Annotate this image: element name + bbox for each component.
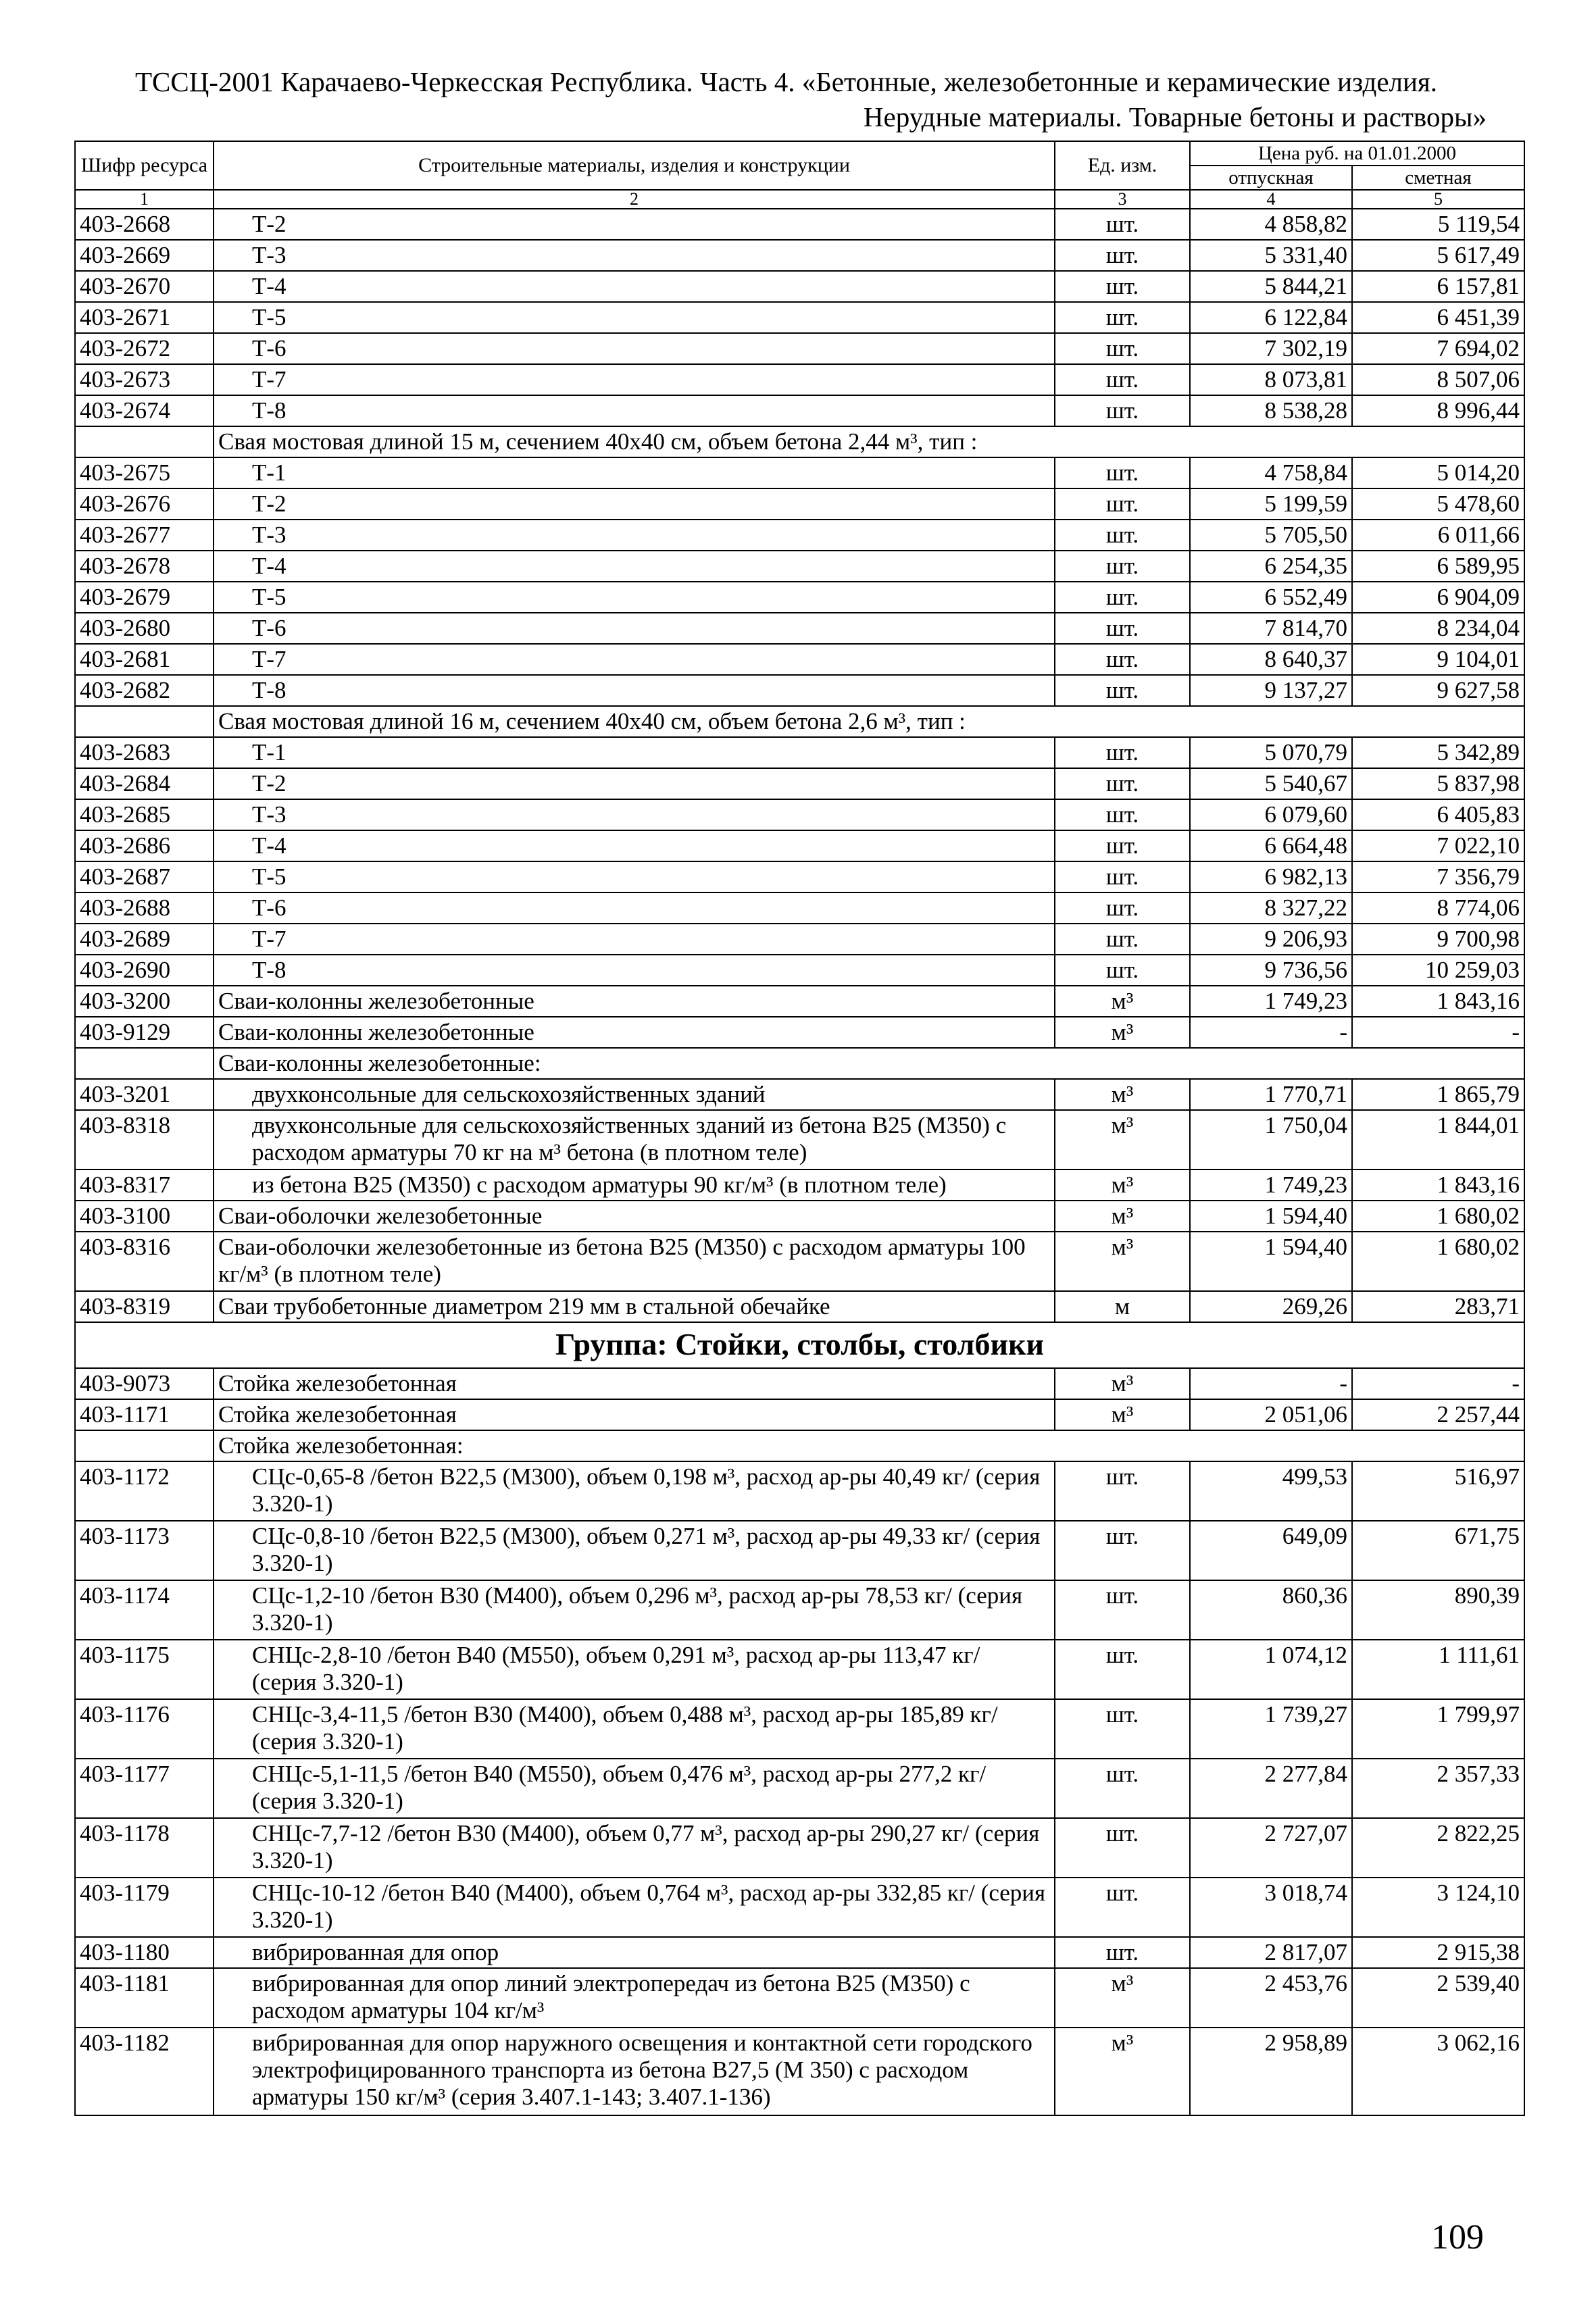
- resource-code-cell: 403-2687: [75, 861, 214, 892]
- resource-code-cell: 403-2671: [75, 302, 214, 333]
- resource-code-cell: 403-2688: [75, 892, 214, 924]
- resource-code-cell: 403-2686: [75, 830, 214, 861]
- resource-code-cell: 403-1179: [75, 1878, 214, 1937]
- item-name-cell: Т-4: [214, 830, 1055, 861]
- estimate-price-cell: 10 259,03: [1352, 955, 1524, 986]
- item-name-cell: Т-3: [214, 520, 1055, 551]
- unit-cell: шт.: [1055, 737, 1190, 768]
- unit-cell: м³: [1055, 1232, 1190, 1291]
- unit-cell: шт.: [1055, 1640, 1190, 1699]
- unit-cell: шт.: [1055, 830, 1190, 861]
- resource-code-cell: 403-2684: [75, 768, 214, 799]
- estimate-price-cell: 5 342,89: [1352, 737, 1524, 768]
- table-row: [75, 333, 1524, 364]
- release-price-cell: 1 749,23: [1190, 1169, 1352, 1201]
- item-name-cell: Т-7: [214, 924, 1055, 955]
- release-price-cell: 2 817,07: [1190, 1937, 1352, 1968]
- unit-cell: шт.: [1055, 1937, 1190, 1968]
- unit-cell: м³: [1055, 1017, 1190, 1048]
- section-title: Сваи-колонны железобетонные:: [214, 1048, 1524, 1079]
- table-row: [75, 1169, 1524, 1201]
- unit-cell: шт.: [1055, 768, 1190, 799]
- resource-code-cell: 403-1175: [75, 1640, 214, 1699]
- resource-code-cell: 403-2672: [75, 333, 214, 364]
- item-name-cell: Сваи-оболочки железобетонные: [214, 1201, 1055, 1232]
- item-name-cell: Сваи-оболочки железобетонные из бетона В25 (М350) с расходом арматуры 100 кг/м³ (в плотном теле): [214, 1232, 1055, 1291]
- resource-code-cell: 403-1174: [75, 1580, 214, 1640]
- item-name-cell: Т-2: [214, 488, 1055, 520]
- item-name-cell: Сваи трубобетонные диаметром 219 мм в стальной обечайке: [214, 1291, 1055, 1322]
- item-name-cell: двухконсольные для сельскохозяйственных зданий из бетона В25 (М350) с расходом арматуры 70 кг на м³ бетона (в плотном теле): [214, 1110, 1055, 1169]
- unit-cell: шт.: [1055, 395, 1190, 426]
- estimate-price-cell: 8 774,06: [1352, 892, 1524, 924]
- unit-cell: шт.: [1055, 1759, 1190, 1818]
- section-row: [75, 706, 1524, 737]
- section-row: [75, 1048, 1524, 1079]
- table-row: [75, 1291, 1524, 1322]
- release-price-cell: -: [1190, 1017, 1352, 1048]
- item-name-cell: СЦс-0,8-10 /бетон В22,5 (М300), объем 0,271 м³, расход ар-ры 49,33 кг/ (серия 3.320-1): [214, 1521, 1055, 1580]
- table-row: [75, 520, 1524, 551]
- release-price-cell: 1 739,27: [1190, 1699, 1352, 1759]
- table-row: [75, 1878, 1524, 1937]
- unit-cell: м³: [1055, 1368, 1190, 1399]
- table-row: [75, 1232, 1524, 1291]
- item-name-cell: вибрированная для опор: [214, 1937, 1055, 1968]
- table-row: [75, 924, 1524, 955]
- item-name-cell: СЦс-1,2-10 /бетон В30 (М400), объем 0,296 м³, расход ар-ры 78,53 кг/ (серия 3.320-1): [214, 1580, 1055, 1640]
- col-number-4: 4: [1190, 190, 1352, 209]
- group-title: Группа: Стойки, столбы, столбики: [75, 1322, 1524, 1368]
- unit-cell: шт.: [1055, 892, 1190, 924]
- estimate-price-cell: 671,75: [1352, 1521, 1524, 1580]
- estimate-price-cell: 890,39: [1352, 1580, 1524, 1640]
- release-price-cell: 1 750,04: [1190, 1110, 1352, 1169]
- table-row: [75, 1580, 1524, 1640]
- table-row: [75, 1201, 1524, 1232]
- table-row: [75, 1699, 1524, 1759]
- release-price-cell: 1 594,40: [1190, 1201, 1352, 1232]
- estimate-price-cell: 3 124,10: [1352, 1878, 1524, 1937]
- item-name-cell: Стойка железобетонная: [214, 1368, 1055, 1399]
- section-row: [75, 1430, 1524, 1461]
- estimate-price-cell: 5 119,54: [1352, 209, 1524, 240]
- release-price-cell: 6 982,13: [1190, 861, 1352, 892]
- price-table: [74, 141, 1525, 2116]
- header-line-2: Нерудные материалы. Товарные бетоны и растворы»: [863, 101, 1487, 132]
- section-empty-cell: [75, 1430, 214, 1461]
- release-price-cell: 6 552,49: [1190, 582, 1352, 613]
- unit-cell: шт.: [1055, 1521, 1190, 1580]
- unit-cell: шт.: [1055, 302, 1190, 333]
- resource-code-cell: 403-1178: [75, 1818, 214, 1878]
- resource-code-cell: 403-3201: [75, 1079, 214, 1110]
- release-price-cell: 4 758,84: [1190, 457, 1352, 488]
- item-name-cell: Т-8: [214, 955, 1055, 986]
- col-header-price-group: Цена руб. на 01.01.2000: [1190, 141, 1524, 166]
- item-name-cell: Т-7: [214, 644, 1055, 675]
- col-header-unit: Ед. изм.: [1055, 141, 1190, 190]
- resource-code-cell: 403-2681: [75, 644, 214, 675]
- estimate-price-cell: 1 843,16: [1352, 1169, 1524, 1201]
- resource-code-cell: 403-2674: [75, 395, 214, 426]
- table-row: [75, 1110, 1524, 1169]
- unit-cell: шт.: [1055, 1580, 1190, 1640]
- estimate-price-cell: 7 356,79: [1352, 861, 1524, 892]
- release-price-cell: -: [1190, 1368, 1352, 1399]
- unit-cell: шт.: [1055, 1461, 1190, 1521]
- unit-cell: шт.: [1055, 613, 1190, 644]
- item-name-cell: Т-1: [214, 737, 1055, 768]
- estimate-price-cell: 1 844,01: [1352, 1110, 1524, 1169]
- item-name-cell: Сваи-колонны железобетонные: [214, 986, 1055, 1017]
- table-row: [75, 675, 1524, 706]
- item-name-cell: вибрированная для опор наружного освещения и контактной сети городского электрофицированного транспорта из бетона В27,5 (М 350) с расходом арматуры 150 кг/м³ (серия 3.407.1-143; 3.407.1-136): [214, 2028, 1055, 2115]
- unit-cell: шт.: [1055, 1878, 1190, 1937]
- table-row: [75, 1818, 1524, 1878]
- estimate-price-cell: 1 111,61: [1352, 1640, 1524, 1699]
- table-row: [75, 2028, 1524, 2115]
- release-price-cell: 2 727,07: [1190, 1818, 1352, 1878]
- resource-code-cell: 403-2669: [75, 240, 214, 271]
- unit-cell: шт.: [1055, 924, 1190, 955]
- item-name-cell: Т-6: [214, 892, 1055, 924]
- release-price-cell: 8 327,22: [1190, 892, 1352, 924]
- table-row: [75, 551, 1524, 582]
- estimate-price-cell: 9 104,01: [1352, 644, 1524, 675]
- estimate-price-cell: -: [1352, 1368, 1524, 1399]
- item-name-cell: Т-7: [214, 364, 1055, 395]
- unit-cell: м³: [1055, 986, 1190, 1017]
- table-row: [75, 271, 1524, 302]
- unit-cell: шт.: [1055, 457, 1190, 488]
- resource-code-cell: 403-2680: [75, 613, 214, 644]
- item-name-cell: из бетона В25 (М350) с расходом арматуры 90 кг/м³ (в плотном теле): [214, 1169, 1055, 1201]
- unit-cell: шт.: [1055, 799, 1190, 830]
- resource-code-cell: 403-8316: [75, 1232, 214, 1291]
- item-name-cell: Стойка железобетонная: [214, 1399, 1055, 1430]
- item-name-cell: СНЦс-3,4-11,5 /бетон В30 (М400), объем 0,488 м³, расход ар-ры 185,89 кг/ (серия 3.320-1): [214, 1699, 1055, 1759]
- item-name-cell: СНЦс-10-12 /бетон В40 (М400), объем 0,764 м³, расход ар-ры 332,85 кг/ (серия 3.320-1): [214, 1878, 1055, 1937]
- item-name-cell: Т-5: [214, 582, 1055, 613]
- item-name-cell: Т-3: [214, 240, 1055, 271]
- item-name-cell: СЦс-0,65-8 /бетон В22,5 (М300), объем 0,198 м³, расход ар-ры 40,49 кг/ (серия 3.320-1): [214, 1461, 1055, 1521]
- unit-cell: м³: [1055, 1201, 1190, 1232]
- release-price-cell: 6 254,35: [1190, 551, 1352, 582]
- table-row: [75, 209, 1524, 240]
- estimate-price-cell: 283,71: [1352, 1291, 1524, 1322]
- unit-cell: шт.: [1055, 209, 1190, 240]
- item-name-cell: Т-3: [214, 799, 1055, 830]
- unit-cell: м³: [1055, 1169, 1190, 1201]
- table-row: [75, 395, 1524, 426]
- table-row: [75, 1759, 1524, 1818]
- section-empty-cell: [75, 706, 214, 737]
- table-row: [75, 1368, 1524, 1399]
- unit-cell: м³: [1055, 1110, 1190, 1169]
- col-header-code: Шифр ресурса: [75, 141, 214, 190]
- estimate-price-cell: 8 507,06: [1352, 364, 1524, 395]
- estimate-price-cell: 2 539,40: [1352, 1968, 1524, 2028]
- release-price-cell: 8 073,81: [1190, 364, 1352, 395]
- release-price-cell: 6 664,48: [1190, 830, 1352, 861]
- table-row: [75, 1640, 1524, 1699]
- release-price-cell: 5 844,21: [1190, 271, 1352, 302]
- item-name-cell: Т-5: [214, 302, 1055, 333]
- col-number-3: 3: [1055, 190, 1190, 209]
- resource-code-cell: 403-3100: [75, 1201, 214, 1232]
- release-price-cell: 2 958,89: [1190, 2028, 1352, 2115]
- release-price-cell: 269,26: [1190, 1291, 1352, 1322]
- release-price-cell: 2 453,76: [1190, 1968, 1352, 2028]
- table-row: [75, 768, 1524, 799]
- release-price-cell: 8 538,28: [1190, 395, 1352, 426]
- section-empty-cell: [75, 1048, 214, 1079]
- table-row: [75, 364, 1524, 395]
- release-price-cell: 5 070,79: [1190, 737, 1352, 768]
- item-name-cell: Т-2: [214, 768, 1055, 799]
- resource-code-cell: 403-2689: [75, 924, 214, 955]
- estimate-price-cell: 1 680,02: [1352, 1201, 1524, 1232]
- col-header-price-release: отпускная: [1190, 166, 1352, 190]
- table-row: [75, 488, 1524, 520]
- unit-cell: шт.: [1055, 861, 1190, 892]
- estimate-price-cell: 2 357,33: [1352, 1759, 1524, 1818]
- estimate-price-cell: -: [1352, 1017, 1524, 1048]
- item-name-cell: СНЦс-5,1-11,5 /бетон В40 (М550), объем 0,476 м³, расход ар-ры 277,2 кг/ (серия 3.320-1): [214, 1759, 1055, 1818]
- item-name-cell: Т-1: [214, 457, 1055, 488]
- estimate-price-cell: 2 915,38: [1352, 1937, 1524, 1968]
- table-row: [75, 613, 1524, 644]
- release-price-cell: 7 302,19: [1190, 333, 1352, 364]
- estimate-price-cell: 5 478,60: [1352, 488, 1524, 520]
- table-row: [75, 737, 1524, 768]
- unit-cell: шт.: [1055, 1699, 1190, 1759]
- release-price-cell: 5 199,59: [1190, 488, 1352, 520]
- estimate-price-cell: 7 022,10: [1352, 830, 1524, 861]
- estimate-price-cell: 8 996,44: [1352, 395, 1524, 426]
- unit-cell: шт.: [1055, 644, 1190, 675]
- resource-code-cell: 403-1177: [75, 1759, 214, 1818]
- unit-cell: шт.: [1055, 333, 1190, 364]
- resource-code-cell: 403-1181: [75, 1968, 214, 2028]
- release-price-cell: 6 079,60: [1190, 799, 1352, 830]
- item-name-cell: Сваи-колонны железобетонные: [214, 1017, 1055, 1048]
- item-name-cell: двухконсольные для сельскохозяйственных зданий: [214, 1079, 1055, 1110]
- estimate-price-cell: 1 843,16: [1352, 986, 1524, 1017]
- release-price-cell: 3 018,74: [1190, 1878, 1352, 1937]
- estimate-price-cell: 6 011,66: [1352, 520, 1524, 551]
- release-price-cell: 2 277,84: [1190, 1759, 1352, 1818]
- table-row: [75, 1937, 1524, 1968]
- release-price-cell: 7 814,70: [1190, 613, 1352, 644]
- resource-code-cell: 403-1173: [75, 1521, 214, 1580]
- estimate-price-cell: 6 157,81: [1352, 271, 1524, 302]
- unit-cell: м: [1055, 1291, 1190, 1322]
- table-row: [75, 1461, 1524, 1521]
- estimate-price-cell: 3 062,16: [1352, 2028, 1524, 2115]
- table-row: [75, 1521, 1524, 1580]
- resource-code-cell: 403-1172: [75, 1461, 214, 1521]
- estimate-price-cell: 7 694,02: [1352, 333, 1524, 364]
- section-row: [75, 426, 1524, 457]
- table-row: [75, 1079, 1524, 1110]
- unit-cell: шт.: [1055, 551, 1190, 582]
- estimate-price-cell: 8 234,04: [1352, 613, 1524, 644]
- resource-code-cell: 403-2675: [75, 457, 214, 488]
- section-empty-cell: [75, 426, 214, 457]
- resource-code-cell: 403-1182: [75, 2028, 214, 2115]
- col-number-2: 2: [214, 190, 1055, 209]
- release-price-cell: 6 122,84: [1190, 302, 1352, 333]
- resource-code-cell: 403-9129: [75, 1017, 214, 1048]
- section-title: Стойка железобетонная:: [214, 1430, 1524, 1461]
- estimate-price-cell: 6 405,83: [1352, 799, 1524, 830]
- resource-code-cell: 403-2670: [75, 271, 214, 302]
- resource-code-cell: 403-2677: [75, 520, 214, 551]
- resource-code-cell: 403-3200: [75, 986, 214, 1017]
- resource-code-cell: 403-1180: [75, 1937, 214, 1968]
- unit-cell: м³: [1055, 2028, 1190, 2115]
- resource-code-cell: 403-8317: [75, 1169, 214, 1201]
- header-line-1: ТССЦ-2001 Карачаево-Черкесская Республика. Часть 4. «Бетонные, железобетонные и керамические изделия.: [135, 66, 1438, 97]
- col-number-5: 5: [1352, 190, 1524, 209]
- col-number-1: 1: [75, 190, 214, 209]
- resource-code-cell: 403-2685: [75, 799, 214, 830]
- resource-code-cell: 403-2679: [75, 582, 214, 613]
- resource-code-cell: 403-1176: [75, 1699, 214, 1759]
- item-name-cell: Т-5: [214, 861, 1055, 892]
- table-row: [75, 240, 1524, 271]
- table-row: [75, 302, 1524, 333]
- col-header-name: Строительные материалы, изделия и конструкции: [214, 141, 1055, 190]
- page-header: [108, 64, 1487, 134]
- unit-cell: шт.: [1055, 675, 1190, 706]
- unit-cell: шт.: [1055, 364, 1190, 395]
- estimate-price-cell: 2 257,44: [1352, 1399, 1524, 1430]
- unit-cell: шт.: [1055, 271, 1190, 302]
- release-price-cell: 8 640,37: [1190, 644, 1352, 675]
- unit-cell: м³: [1055, 1399, 1190, 1430]
- table-row: [75, 892, 1524, 924]
- release-price-cell: 2 051,06: [1190, 1399, 1352, 1430]
- item-name-cell: Т-4: [214, 551, 1055, 582]
- estimate-price-cell: 5 837,98: [1352, 768, 1524, 799]
- release-price-cell: 1 594,40: [1190, 1232, 1352, 1291]
- unit-cell: шт.: [1055, 488, 1190, 520]
- estimate-price-cell: 2 822,25: [1352, 1818, 1524, 1878]
- item-name-cell: вибрированная для опор линий электропередач из бетона В25 (М350) с расходом арматуры 104 кг/м³: [214, 1968, 1055, 2028]
- estimate-price-cell: 6 451,39: [1352, 302, 1524, 333]
- price-table-body: [75, 209, 1524, 2115]
- unit-cell: шт.: [1055, 1818, 1190, 1878]
- item-name-cell: Т-2: [214, 209, 1055, 240]
- release-price-cell: 860,36: [1190, 1580, 1352, 1640]
- resource-code-cell: 403-2682: [75, 675, 214, 706]
- table-row: [75, 799, 1524, 830]
- item-name-cell: СНЦс-2,8-10 /бетон В40 (М550), объем 0,291 м³, расход ар-ры 113,47 кг/ (серия 3.320-1): [214, 1640, 1055, 1699]
- estimate-price-cell: 5 014,20: [1352, 457, 1524, 488]
- table-row: [75, 644, 1524, 675]
- unit-cell: шт.: [1055, 582, 1190, 613]
- col-header-price-estimate: сметная: [1352, 166, 1524, 190]
- section-title: Свая мостовая длиной 15 м, сечением 40х40 см, объем бетона 2,44 м³, тип :: [214, 426, 1524, 457]
- resource-code-cell: 403-2668: [75, 209, 214, 240]
- estimate-price-cell: 5 617,49: [1352, 240, 1524, 271]
- estimate-price-cell: 516,97: [1352, 1461, 1524, 1521]
- estimate-price-cell: 1 680,02: [1352, 1232, 1524, 1291]
- release-price-cell: 1 770,71: [1190, 1079, 1352, 1110]
- release-price-cell: 649,09: [1190, 1521, 1352, 1580]
- unit-cell: шт.: [1055, 520, 1190, 551]
- section-title: Свая мостовая длиной 16 м, сечением 40х40 см, объем бетона 2,6 м³, тип :: [214, 706, 1524, 737]
- table-row: [75, 1968, 1524, 2028]
- estimate-price-cell: 6 589,95: [1352, 551, 1524, 582]
- unit-cell: шт.: [1055, 240, 1190, 271]
- estimate-price-cell: 1 799,97: [1352, 1699, 1524, 1759]
- table-row: [75, 1017, 1524, 1048]
- unit-cell: м³: [1055, 1079, 1190, 1110]
- item-name-cell: Т-8: [214, 395, 1055, 426]
- table-row: [75, 955, 1524, 986]
- release-price-cell: 9 137,27: [1190, 675, 1352, 706]
- release-price-cell: 499,53: [1190, 1461, 1352, 1521]
- resource-code-cell: 403-2690: [75, 955, 214, 986]
- table-row: [75, 582, 1524, 613]
- release-price-cell: 1 749,23: [1190, 986, 1352, 1017]
- estimate-price-cell: 9 627,58: [1352, 675, 1524, 706]
- group-row: [75, 1322, 1524, 1368]
- resource-code-cell: 403-1171: [75, 1399, 214, 1430]
- resource-code-cell: 403-9073: [75, 1368, 214, 1399]
- item-name-cell: Т-4: [214, 271, 1055, 302]
- unit-cell: шт.: [1055, 955, 1190, 986]
- release-price-cell: 9 206,93: [1190, 924, 1352, 955]
- estimate-price-cell: 9 700,98: [1352, 924, 1524, 955]
- release-price-cell: 5 540,67: [1190, 768, 1352, 799]
- item-name-cell: Т-6: [214, 333, 1055, 364]
- release-price-cell: 5 705,50: [1190, 520, 1352, 551]
- unit-cell: м³: [1055, 1968, 1190, 2028]
- resource-code-cell: 403-2683: [75, 737, 214, 768]
- release-price-cell: 5 331,40: [1190, 240, 1352, 271]
- resource-code-cell: 403-8319: [75, 1291, 214, 1322]
- table-row: [75, 830, 1524, 861]
- resource-code-cell: 403-2673: [75, 364, 214, 395]
- resource-code-cell: 403-2676: [75, 488, 214, 520]
- release-price-cell: 9 736,56: [1190, 955, 1352, 986]
- item-name-cell: СНЦс-7,7-12 /бетон В30 (М400), объем 0,77 м³, расход ар-ры 290,27 кг/ (серия 3.320-1): [214, 1818, 1055, 1878]
- item-name-cell: Т-8: [214, 675, 1055, 706]
- table-row: [75, 457, 1524, 488]
- release-price-cell: 4 858,82: [1190, 209, 1352, 240]
- table-row: [75, 861, 1524, 892]
- estimate-price-cell: 6 904,09: [1352, 582, 1524, 613]
- table-row: [75, 986, 1524, 1017]
- resource-code-cell: 403-2678: [75, 551, 214, 582]
- resource-code-cell: 403-8318: [75, 1110, 214, 1169]
- page-number: 109: [1431, 2218, 1484, 2257]
- table-row: [75, 1399, 1524, 1430]
- estimate-price-cell: 1 865,79: [1352, 1079, 1524, 1110]
- item-name-cell: Т-6: [214, 613, 1055, 644]
- release-price-cell: 1 074,12: [1190, 1640, 1352, 1699]
